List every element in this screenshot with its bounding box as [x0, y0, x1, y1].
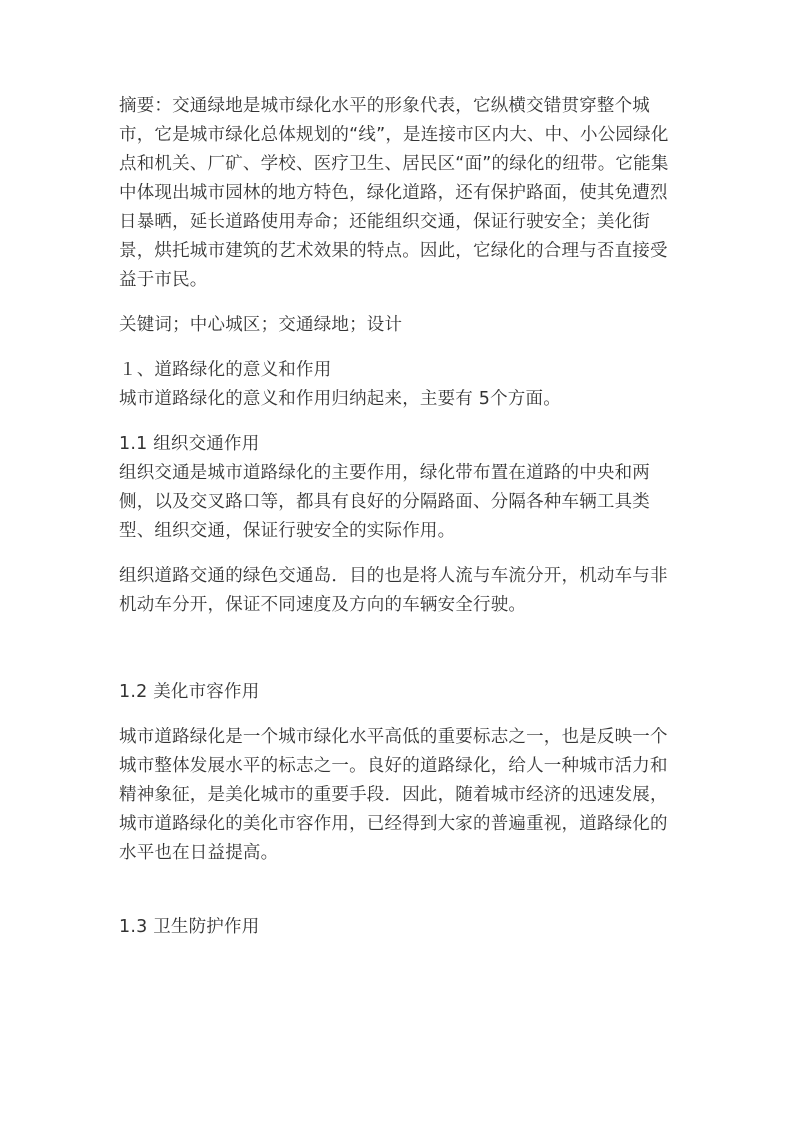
- section-1-1-paragraph-2: 组织道路交通的绿色交通岛．目的也是将人流与车流分开，机动车与非机动车分开，保证不同速度及方向的车辆安全行驶。: [119, 566, 668, 615]
- section-1-2-paragraph: 城市道路绿化是一个城市绿化水平高低的重要标志之一，也是反映一个城市整体发展水平的标志之一。良好的道路绿化，给人一种城市活力和精神象征，是美化城市的重要手段．因此，随着城市经济的迅速发展，城市道路绿化的美化市容作用，已经得到大家的普遍重视，道路绿化的水平也在日益提高。: [119, 727, 668, 863]
- section-1-intro: 城市道路绿化的意义和作用归纳起来，主要有 5个方面。: [119, 389, 561, 409]
- document-page: [119, 92, 679, 942]
- section-1-1-heading: 1.1 组织交通作用: [119, 434, 260, 454]
- abstract-paragraph: 摘要：交通绿地是城市绿化水平的形象代表，它纵横交错贯穿整个城市，它是城市绿化总体规划的“线”，是连接市区内大、中、小公园绿化点和机关、厂矿、学校、医疗卫生、居民区“面”的绿化的纽带。它能集中体现出城市园林的地方特色，绿化道路，还有保护路面，使其免遭烈日暴晒，延长道路使用寿命；还能组织交通，保证行驶安全；美化街景，烘托城市建筑的艺术效果的特点。因此，它绿化的合理与否直接受益于市民。: [119, 96, 669, 290]
- section-1-2-heading: 1.2 美化市容作用: [119, 682, 260, 702]
- keywords-line: 关键词；中心城区；交通绿地；设计: [119, 315, 403, 335]
- section-1-1-paragraph-1: 组织交通是城市道路绿化的主要作用，绿化带布置在道路的中央和两侧，以及交叉路口等，都具有良好的分隔路面、分隔各种车辆工具类型、组织交通，保证行驶安全的实际作用。: [119, 463, 650, 541]
- section-1-heading: １、道路绿化的意义和作用: [119, 360, 332, 380]
- section-1-3-heading: 1.3 卫生防护作用: [119, 917, 260, 937]
